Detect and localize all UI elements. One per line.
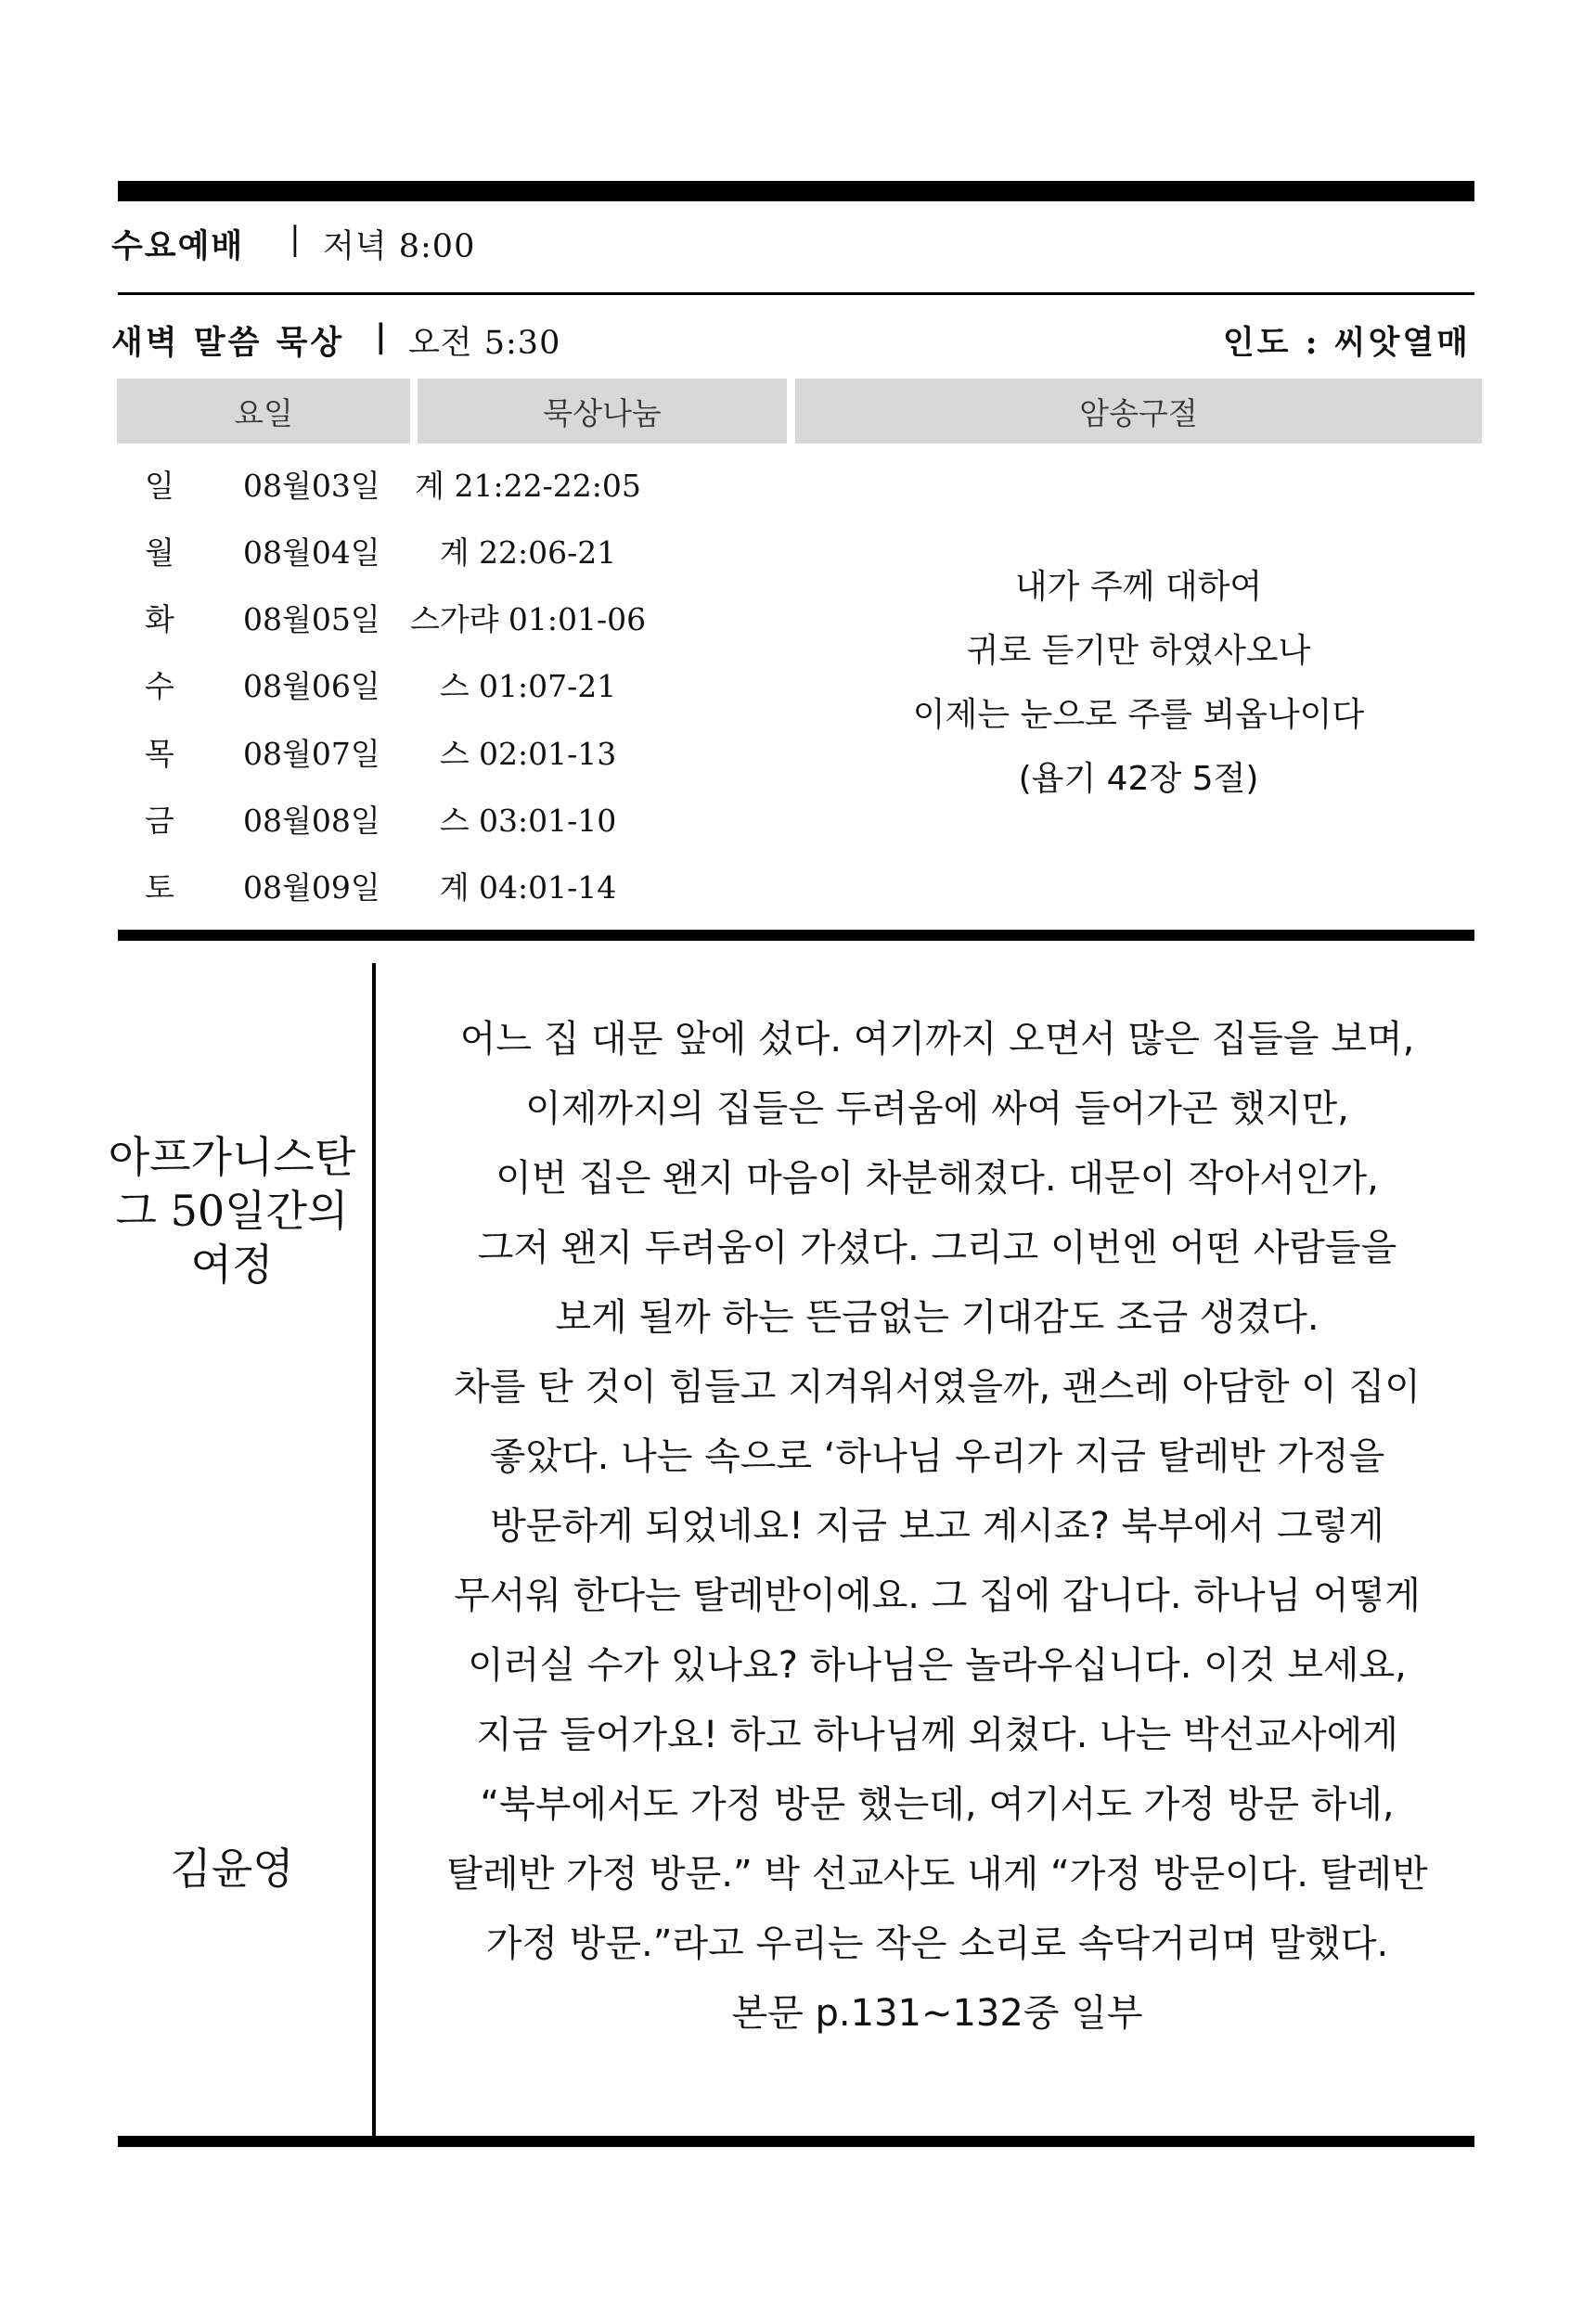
schedule-row: [117, 721, 787, 788]
article-line: 무서워 한다는 탈레반이에요. 그 집에 갑니다. 하나님 어떻게: [454, 1575, 1421, 1617]
article-line: 좋았다. 나는 속으로 ‘하나님 우리가 지금 탈레반 가정을: [489, 1435, 1385, 1478]
article-line: 보게 될까 하는 뜬금없는 기대감도 조금 생겼다.: [555, 1296, 1319, 1339]
schedule-row: [117, 586, 787, 653]
article-line: 그저 왠지 두려움이 가셨다. 그리고 이번엔 어떤 사람들을: [477, 1227, 1397, 1269]
row-passage: 계 04:01-14: [439, 869, 617, 906]
row-day: 토: [145, 869, 174, 906]
header-day: 요일: [117, 379, 410, 443]
schedule-row: [117, 788, 787, 855]
article-title-line: 아프가니스탄: [108, 1132, 356, 1182]
row-passage: 스가랴 01:01-06: [409, 601, 647, 637]
memory-verse-line: 귀로 듣기만 하였사오나: [966, 632, 1311, 670]
article-title: [93, 1130, 371, 1292]
row-day: 목: [145, 736, 174, 772]
article-line: 이제까지의 집들은 두려움에 싸여 들어가곤 했지만,: [525, 1087, 1349, 1130]
row-passage: 계 22:06-21: [439, 534, 617, 571]
article-line: 가정 방문.”라고 우리는 작은 소리로 속닥거리며 말했다.: [485, 1922, 1389, 1965]
article-line: 탈레반 가정 방문.” 박 선교사도 내게 “가정 방문이다. 탈레반: [446, 1853, 1428, 1896]
divider: [118, 292, 1474, 295]
memory-verse-reference: (욥기 42장 5절): [1018, 760, 1259, 798]
schedule-row: [117, 520, 787, 586]
dawn-meditation-time: 오전 5:30: [408, 325, 561, 362]
section-rule: [118, 930, 1474, 941]
memory-verse: [795, 555, 1482, 811]
wednesday-separator: |: [290, 221, 301, 258]
article-line: 이번 집은 왠지 마음이 차분해졌다. 대문이 작아서인가,: [496, 1157, 1379, 1200]
row-passage: 계 21:22-22:05: [415, 468, 641, 504]
row-passage: 스 03:01-10: [439, 803, 617, 839]
row-day: 수: [145, 668, 174, 704]
row-date: 08월07일: [243, 736, 380, 772]
memory-verse-line: 이제는 눈으로 주를 뵈옵나이다: [912, 696, 1365, 734]
top-rule: [118, 181, 1474, 201]
row-passage: 스 01:07-21: [439, 668, 617, 704]
row-date: 08월09일: [243, 869, 380, 906]
bottom-rule: [118, 2136, 1474, 2147]
article-line: 지금 들어가요! 하고 하나님께 외쳤다. 나는 박선교사에게: [476, 1714, 1398, 1756]
row-day: 금: [145, 803, 174, 839]
article-line: “북부에서도 가정 방문 했는데, 여기서도 가정 방문 하네,: [480, 1783, 1395, 1826]
row-date: 08월08일: [243, 803, 380, 839]
article-title-line: 그 50일간의: [115, 1186, 349, 1236]
dawn-meditation-title: 새벽 말씀 묵상: [111, 324, 345, 362]
row-date: 08월04일: [243, 534, 380, 571]
article-body: [399, 1005, 1475, 2049]
row-day: 월: [145, 534, 174, 571]
article-title-line: 여정: [190, 1240, 274, 1290]
dawn-separator: |: [375, 317, 387, 355]
row-day: 화: [145, 601, 174, 637]
article-author: 김윤영: [170, 1844, 294, 1894]
wednesday-service-title: 수요예배: [111, 227, 245, 265]
row-date: 08월06일: [243, 668, 380, 704]
header-meditation-share: 묵상나눔: [418, 379, 787, 443]
article-line: 어느 집 대문 앞에 섰다. 여기까지 오면서 많은 집들을 보며,: [459, 1018, 1415, 1061]
row-day: 일: [145, 468, 174, 504]
memory-verse-line: 내가 주께 대하여: [1014, 568, 1263, 606]
schedule-row: [117, 653, 787, 720]
schedule-row: [117, 453, 787, 520]
article-line: 이러실 수가 있나요? 하나님은 놀라우십니다. 이것 보세요,: [468, 1644, 1407, 1687]
row-date: 08월05일: [243, 601, 380, 637]
row-date: 08월03일: [243, 468, 380, 504]
header-memory-verse: 암송구절: [795, 379, 1482, 443]
article-line: 방문하게 되었네요! 지금 보고 계시죠? 북부에서 그렇게: [490, 1505, 1384, 1548]
row-passage: 스 02:01-13: [439, 736, 617, 772]
column-divider: [372, 963, 376, 2147]
article-line: 차를 탄 것이 힘들고 지겨워서였을까, 괜스레 아담한 이 집이: [454, 1366, 1421, 1408]
wednesday-service-time: 저녁 8:00: [323, 228, 476, 265]
schedule-row: [117, 855, 787, 921]
leader-label: 인도 : 씨앗열매: [1222, 324, 1471, 362]
article-source: 본문 p.131~132중 일부: [731, 1992, 1143, 2035]
